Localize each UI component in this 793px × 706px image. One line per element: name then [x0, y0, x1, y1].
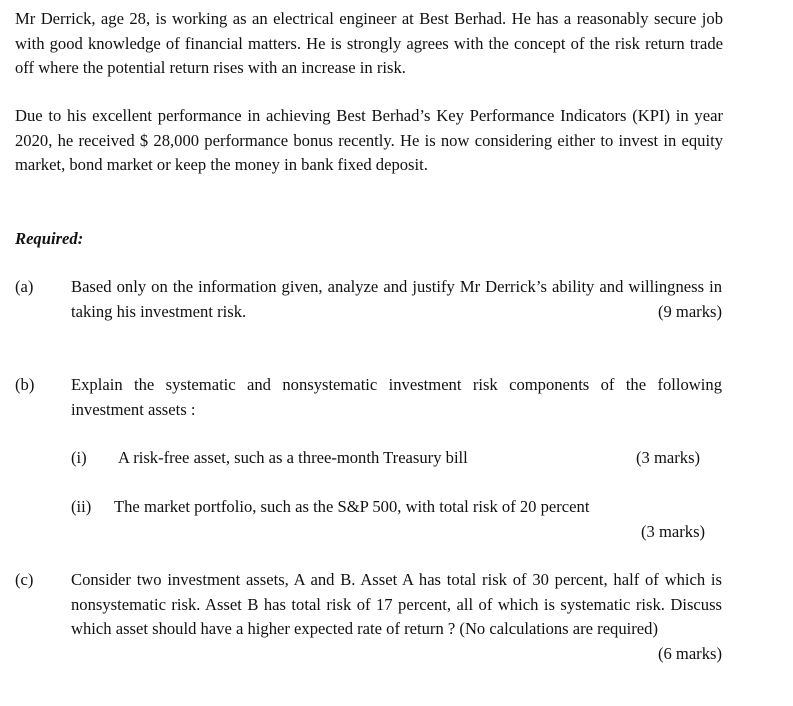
question-c-marks: (6 marks): [657, 643, 722, 663]
question-b-text: Explain the systematic and nonsystematic investment risk components of the following investment assets :: [71, 375, 722, 419]
question-b-ii-marks: (3 marks): [641, 522, 706, 541]
question-b-i-label: (i): [71, 448, 87, 467]
question-b-ii-text: The market portfolio, such as the S&P 500, with total risk of 20 percent: [114, 497, 590, 516]
question-a-marks: (9 marks): [657, 301, 722, 321]
question-b-label: (b): [15, 375, 35, 394]
required-heading: Required:: [15, 229, 84, 248]
question-b-i-text: A risk-free asset, such as a three-month Treasury bill: [118, 448, 468, 467]
question-c-text: [71, 568, 722, 666]
question-c-label: (c): [15, 570, 34, 589]
question-a-body: Based only on the information given, analyze and justify Mr Derrick’s ability and willingness in taking his investment risk.: [71, 277, 722, 321]
question-c-body: Consider two investment assets, A and B. Asset A has total risk of 30 percent, half of which is nonsystematic risk. Asset B has total risk of 17 percent, all of which is systematic risk. Discuss which asset should have a higher expected rate of return ? (No calculations are required): [71, 570, 722, 638]
intro-paragraph-2: Due to his excellent performance in achieving Best Berhad’s Key Performance Indicators (KPI) in year 2020, he received $ 28,000 performance bonus recently. He is now considering either to invest in equity market, bond market or keep the money in bank fixed deposit.: [15, 106, 723, 174]
question-a-label: (a): [15, 277, 34, 296]
question-a-text: [71, 275, 722, 324]
question-b-i-marks: (3 marks): [636, 448, 701, 467]
intro-paragraph-1: Mr Derrick, age 28, is working as an electrical engineer at Best Berhad. He has a reasonably secure job with good knowledge of financial matters. He is strongly agrees with the concept of the risk return trade off where the potential return rises with an increase in risk.: [15, 9, 723, 77]
question-b-ii-label: (ii): [71, 497, 92, 516]
